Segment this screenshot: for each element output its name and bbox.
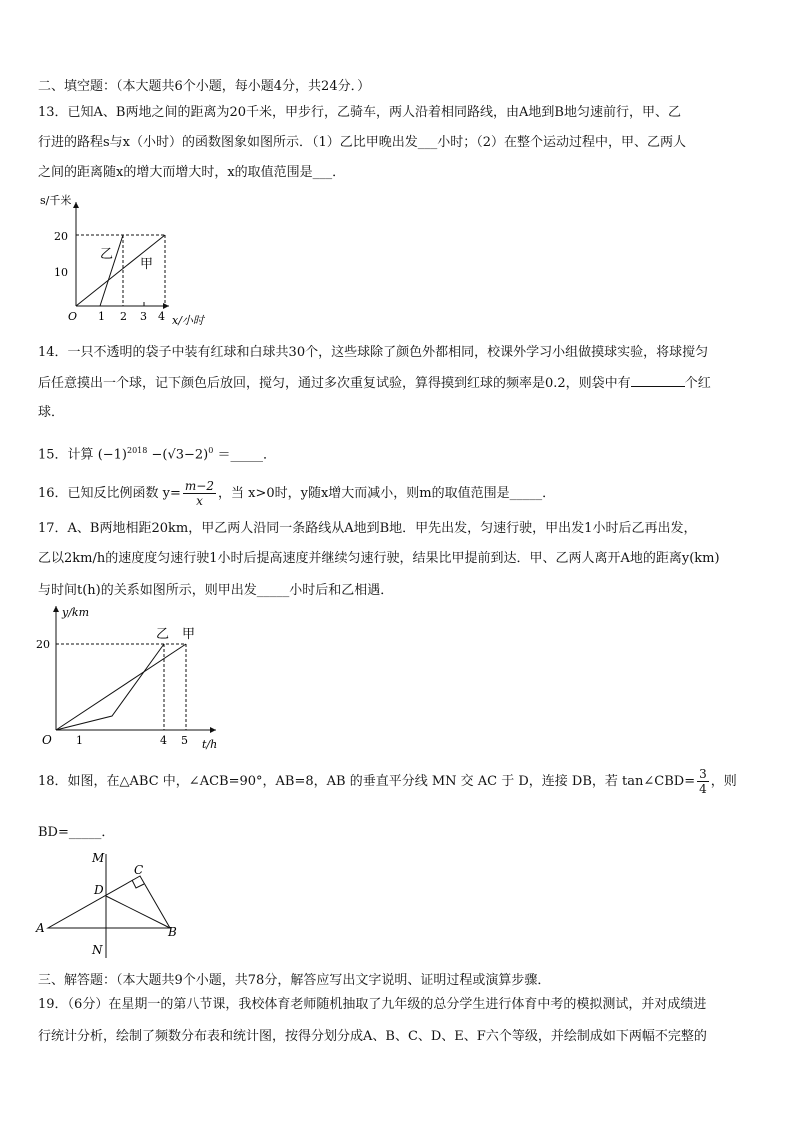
q15-expr-a: (−1) <box>97 447 127 463</box>
q16-prefix: 16．已知反比例函数 y= <box>38 486 181 501</box>
q18-prefix: 18．如图，在△ABC 中，∠ACB=90°，AB=8，AB 的垂直平分线 MN 交 AC 于 D，连接 DB，若 tan∠CBD= <box>38 774 696 789</box>
q18-frac-num: 3 <box>699 767 707 781</box>
q15-exp2: 0 <box>208 446 214 455</box>
y-tick-20: 20 <box>36 638 50 651</box>
x-tick-1: 1 <box>98 310 105 323</box>
label-c: C <box>134 863 144 877</box>
origin-label: O <box>42 733 52 747</box>
q18-fraction <box>697 767 709 796</box>
label-jia: 甲 <box>182 627 196 642</box>
q16-line <box>38 476 758 512</box>
q16-frac-den: x <box>196 494 203 508</box>
x-tick-5: 5 <box>181 734 188 747</box>
q15-suffix: ＝_____． <box>217 447 277 463</box>
label-m: M <box>92 851 105 865</box>
q16-fraction <box>183 479 216 508</box>
y-axis-label: y/km <box>62 606 90 619</box>
section-2-heading: 二、填空题：（本大题共6个小题，每小题4分，共24分．） <box>38 79 371 94</box>
line-yi <box>100 235 123 306</box>
q19-line1: 19．（6分）在星期一的第八节课，我校体育老师随机抽取了九年级的总分学生进行体育中考的模拟测试，并对成绩进 <box>38 997 707 1012</box>
q18-line1 <box>38 764 758 800</box>
q19-line2: 行统计分析，绘制了频数分布表和统计图，按得分划分成A、B、C、D、E、F六个等级，并绘制成如下两幅不完整的 <box>38 1029 707 1044</box>
x-tick-1: 1 <box>76 734 83 747</box>
q15-exp1: 2018 <box>127 446 148 455</box>
q13-line1: 13．已知A、B两地之间的距离为20千米，甲步行，乙骑车，两人沿着相同路线，由A地到B地匀速前行，甲、乙 <box>38 105 681 120</box>
x-tick-4: 4 <box>158 310 165 323</box>
q18-suffix: ，则 <box>710 774 737 789</box>
origin-label: O <box>68 310 78 323</box>
label-yi: 乙 <box>156 627 170 642</box>
x-tick-4: 4 <box>160 734 167 747</box>
q14-line2-text: 后任意摸出一个球，记下颜色后放回，搅匀，通过多次重复试验，算得摸到红球的频率是0.2，则袋中有 <box>38 376 631 391</box>
q18-line2: BD=_____． <box>38 825 115 840</box>
q13-line3: 之间的距离随x的增大而增大时，x的取值范围是___． <box>38 165 346 180</box>
x-tick-3: 3 <box>140 310 147 323</box>
q14-blank <box>631 374 685 387</box>
y-tick-20: 20 <box>54 230 68 243</box>
q15-expr-b: −(√3−2) <box>151 447 209 463</box>
q13-graph <box>34 190 234 332</box>
q17-line1: 17．A、B两地相距20km，甲乙两人沿同一条路线从A地到B地．甲先出发，匀速行驶，甲出发1小时后乙再出发， <box>38 521 697 536</box>
y-axis-label: s/千米 <box>40 194 72 207</box>
q17-graph <box>34 602 234 752</box>
q17-line2: 乙以2km/h的速度度匀速行驶1小时后提高速度并继续匀速行驶，结果比甲提前到达．甲、乙两人离开A地的距离y(km) <box>38 551 720 566</box>
q14-line2-suffix: 个红 <box>684 376 711 391</box>
q18-frac-den: 4 <box>699 782 707 796</box>
label-d: D <box>94 883 104 897</box>
label-a: A <box>36 921 45 935</box>
q16-frac-num: m−2 <box>184 479 214 493</box>
q14-line3: 球． <box>38 405 65 420</box>
label-jia: 甲 <box>140 257 154 272</box>
y-tick-10: 10 <box>54 266 68 279</box>
label-yi: 乙 <box>100 247 114 262</box>
triangle-abc <box>48 876 170 928</box>
q18-figure <box>34 848 184 962</box>
right-angle-mark <box>132 880 144 888</box>
section-3-heading: 三、解答题：（本大题共9个小题，共78分，解答应写出文字说明、证明过程或演算步骤． <box>38 973 551 988</box>
x-axis-label: x/小时 <box>172 314 204 327</box>
x-tick-2: 2 <box>120 310 127 323</box>
label-b: B <box>168 925 177 939</box>
q14-line1: 14．一只不透明的袋子中装有红球和白球共30个，这些球除了颜色外都相同，校课外学习小组做摸球实验，将球搅匀 <box>38 345 709 360</box>
q13-line2: 行进的路程s与x（小时）的函数图象如图所示．（1）乙比甲晚出发___小时；（2）在整个运动过程中，甲、乙两人 <box>38 135 687 150</box>
q15-prefix: 15．计算 <box>38 447 94 463</box>
label-n: N <box>92 943 103 957</box>
line-yi <box>56 644 164 730</box>
q16-suffix: ，当 x>0时，y随x增大而减小，则m的取值范围是_____． <box>218 486 556 501</box>
q14-line2 <box>38 374 758 393</box>
q15-line <box>38 442 758 464</box>
line-jia <box>56 644 186 730</box>
x-axis-label: t/h <box>202 738 218 751</box>
q17-line3: 与时间t(h)的关系如图所示，则甲出发_____小时后和乙相遇． <box>38 583 394 598</box>
